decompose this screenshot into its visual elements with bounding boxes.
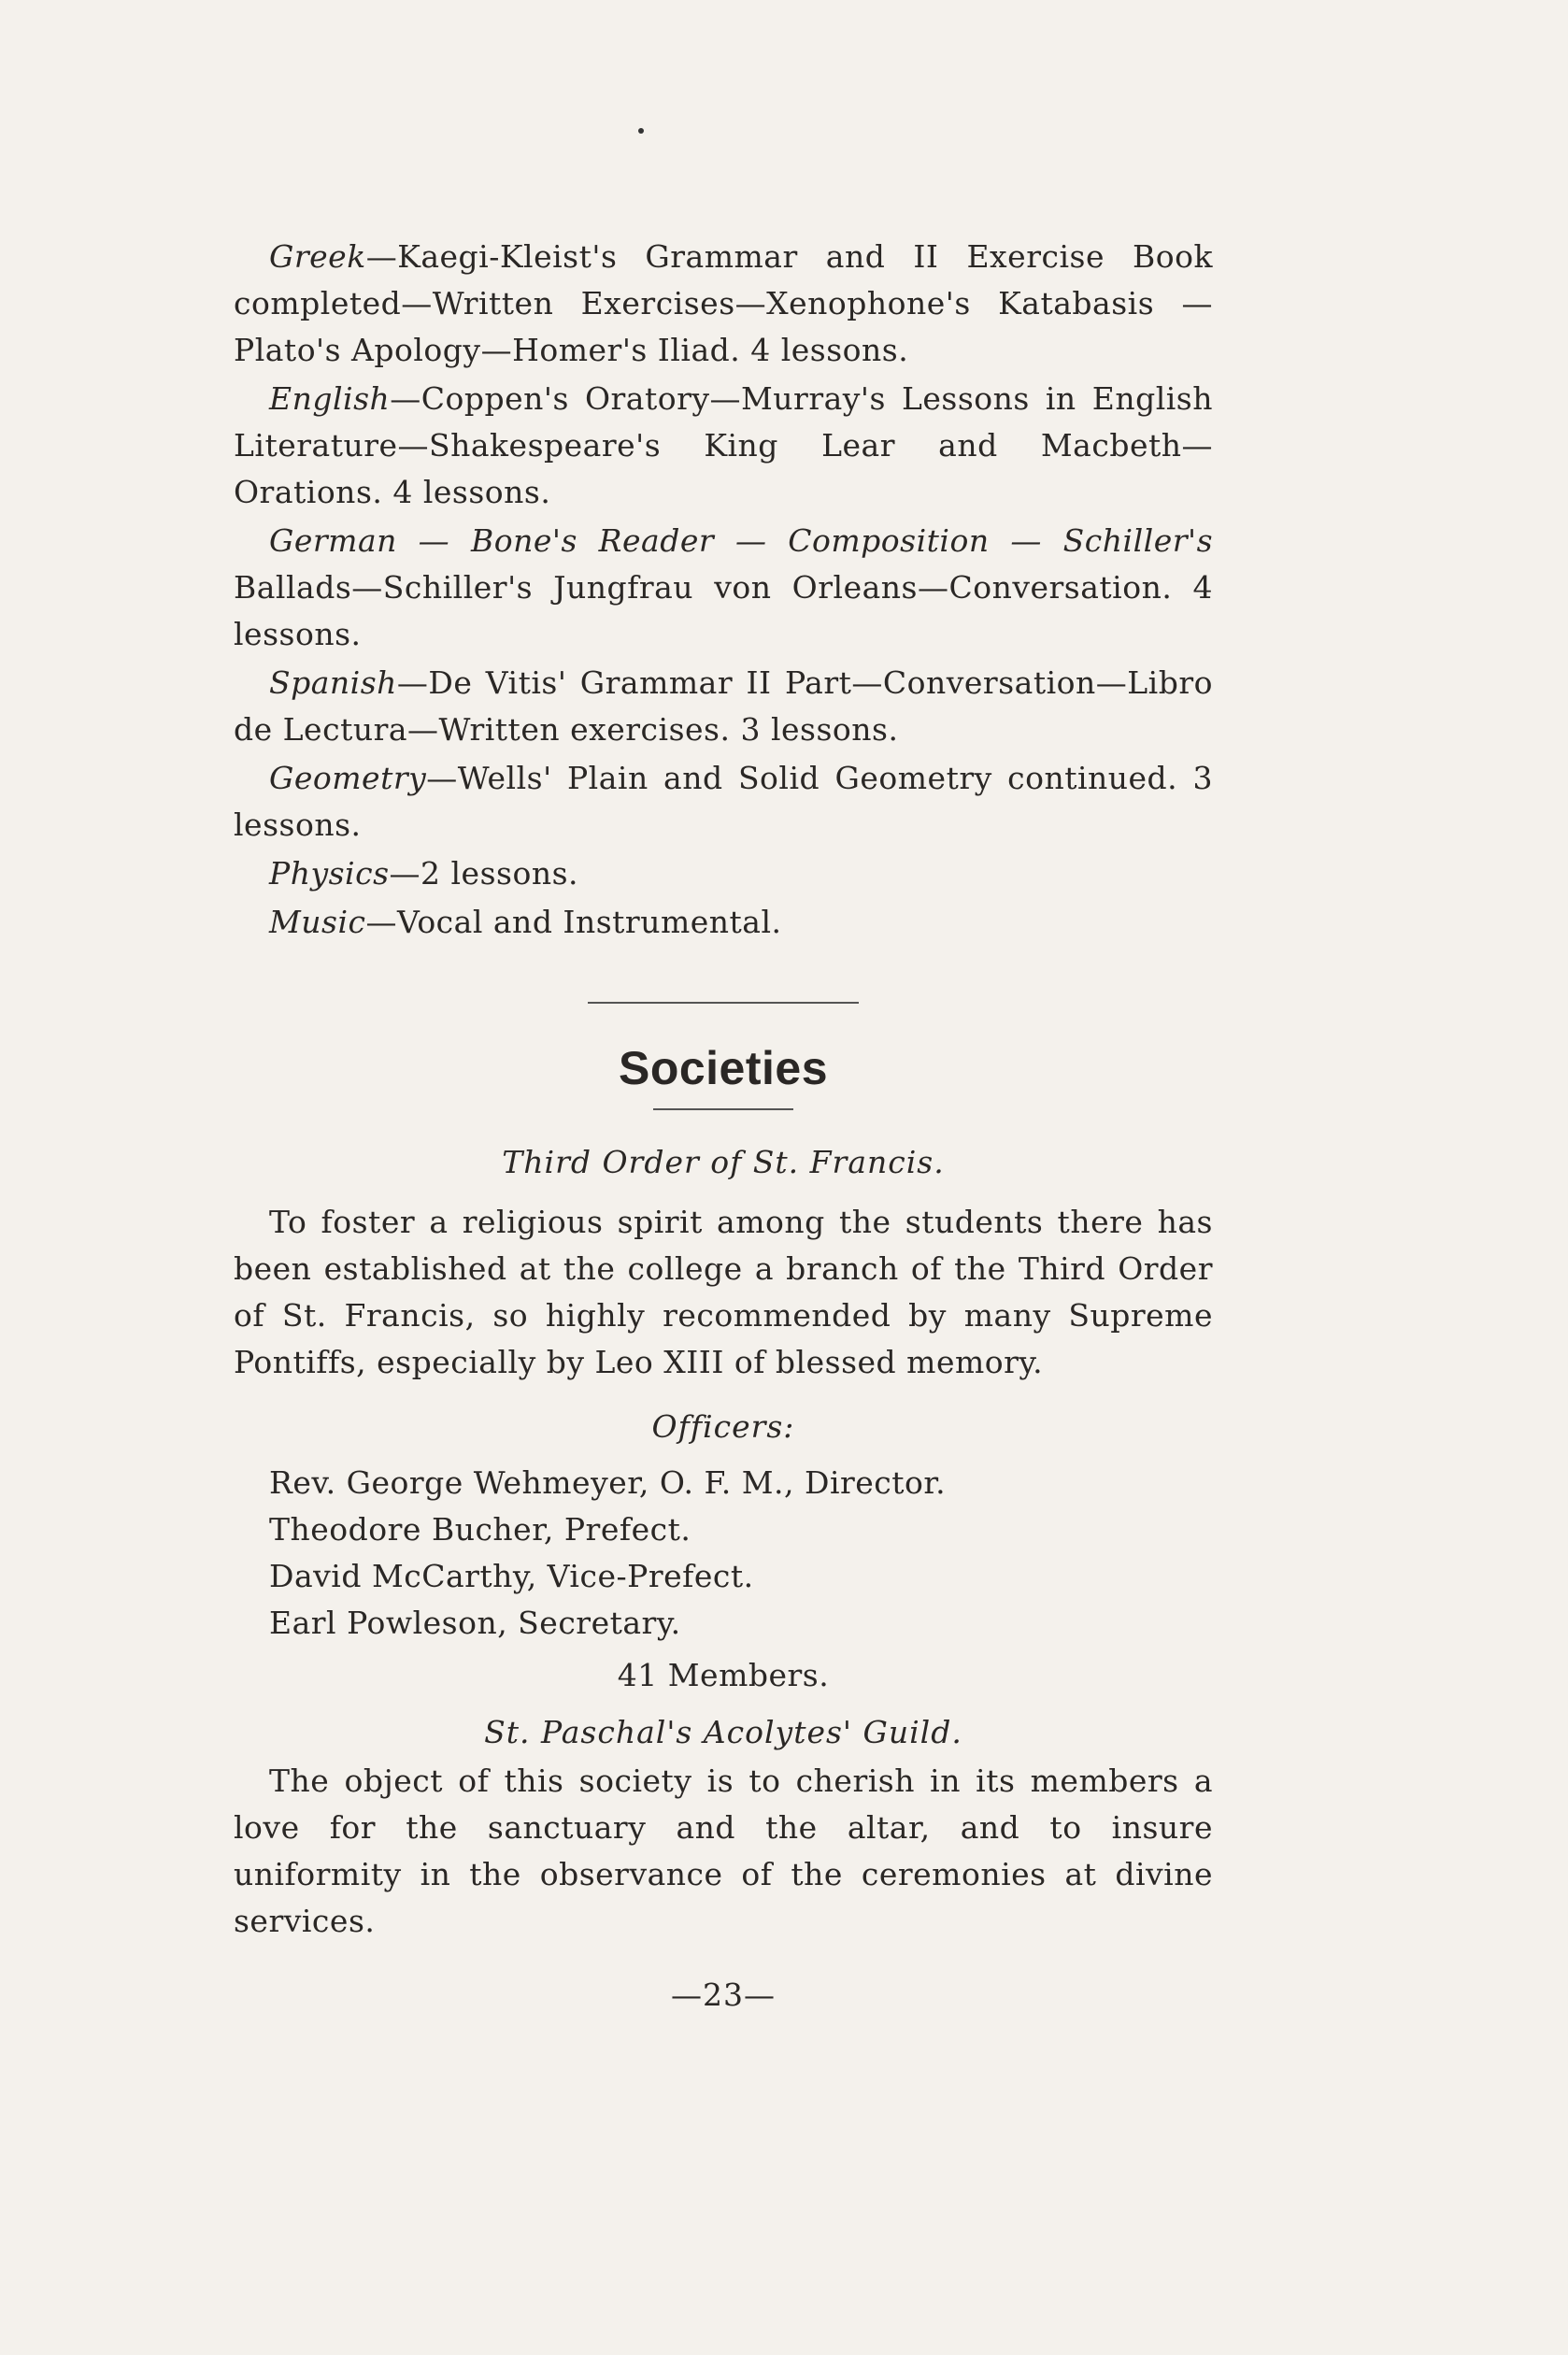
curriculum-item-geometry bbox=[234, 755, 1213, 849]
society-title: St. Paschal's Acolytes' Guild. bbox=[484, 1714, 962, 1750]
subject-label: Music bbox=[269, 904, 366, 940]
section-divider bbox=[588, 1002, 859, 1004]
officer-item: Theodore Bucher, Prefect. bbox=[269, 1511, 691, 1548]
third-order-society bbox=[234, 1144, 1213, 1699]
subject-text: —Wells' Plain and Solid Geometry continued. 3 lessons. bbox=[234, 760, 1213, 843]
page-number: —23— bbox=[671, 1977, 776, 2013]
subject-label: Physics bbox=[269, 855, 390, 892]
subject-label: Spanish bbox=[269, 664, 397, 701]
officers-list bbox=[234, 1460, 1213, 1647]
subject-text: —Kaegi-Kleist's Grammar and II Exercise Book completed—Written Exercises—Xenophone's Katabasis —Plato's Apology—Homer's Iliad. 4 lessons. bbox=[234, 238, 1213, 368]
officers-title: Officers: bbox=[651, 1408, 795, 1445]
curriculum-item-music bbox=[234, 899, 1213, 946]
subject-label: Greek bbox=[269, 238, 366, 275]
subject-text: —Coppen's Oratory—Murray's Lessons in English Literature—Shakespeare's King Lear and Macbeth—Orations. 4 lessons. bbox=[234, 380, 1213, 510]
curriculum-item-physics bbox=[234, 850, 1213, 897]
ink-speck bbox=[638, 128, 644, 134]
societies-heading: Societies bbox=[618, 1042, 829, 1094]
curriculum-section bbox=[234, 234, 1213, 946]
subject-text: —De Vitis' Grammar II Part—Conversation—Libro de Lectura—Written exercises. 3 lessons. bbox=[234, 664, 1213, 748]
curriculum-item-spanish bbox=[234, 660, 1213, 753]
heading-underline bbox=[653, 1108, 793, 1110]
members-count: 41 Members. bbox=[617, 1657, 830, 1693]
officer-item: David McCarthy, Vice-Prefect. bbox=[269, 1558, 754, 1594]
society-description: To foster a religious spirit among the students there has been established at the college a branch of the Third Order of St. Francis, so highly recommended by many Supreme Pontiffs, especially by Leo XIII of blessed memory. bbox=[234, 1204, 1213, 1380]
society-title: Third Order of St. Francis. bbox=[502, 1144, 945, 1180]
society-description: The object of this society is to cherish in its members a love for the sanctuary and the altar, and to insure uniformity in the observance of the ceremonies at divine services. bbox=[234, 1763, 1213, 1939]
officer-item: Rev. George Wehmeyer, O. F. M., Director. bbox=[269, 1464, 947, 1501]
subject-label: Geometry bbox=[269, 760, 427, 796]
subject-text: —2 lessons. bbox=[389, 855, 579, 892]
subject-label: English bbox=[269, 380, 391, 417]
curriculum-item-english bbox=[234, 376, 1213, 516]
officer-item: Earl Powleson, Secretary. bbox=[269, 1605, 681, 1641]
subject-text: —Vocal and Instrumental. bbox=[365, 904, 782, 940]
subject-label: German — Bone's Reader — Composition — Schiller's bbox=[269, 522, 1213, 559]
curriculum-item-german bbox=[234, 518, 1213, 658]
subject-text: Ballads—Schiller's Jungfrau von Orleans—Conversation. 4 lessons. bbox=[234, 569, 1213, 652]
curriculum-item-greek bbox=[234, 234, 1213, 374]
acolytes-guild-society bbox=[234, 1714, 1213, 1945]
page-content bbox=[234, 234, 1213, 2013]
